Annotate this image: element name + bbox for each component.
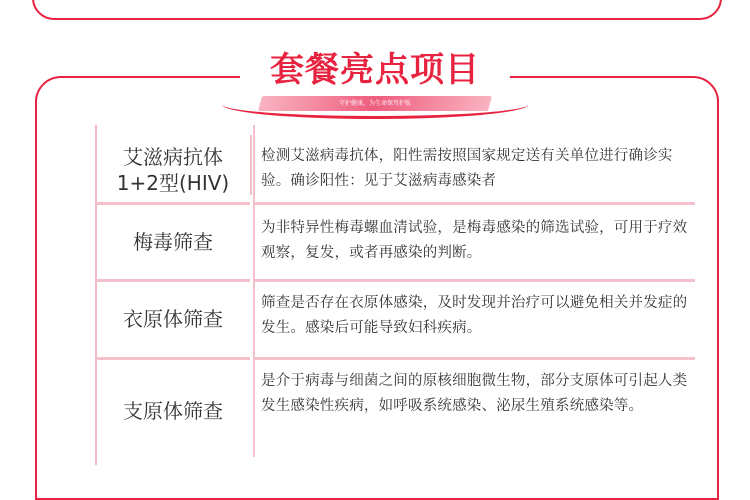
item-name	[95, 144, 251, 196]
column-divider-right	[253, 125, 255, 457]
item-description: 筛查是否存在衣原体感染，及时发现并治疗可以避免相关并发症的发生。感染后可能导致妇科疾病。	[261, 295, 688, 336]
slogan-text: 守护健康，为生命保驾护航	[338, 100, 411, 107]
table-row	[95, 287, 688, 351]
row-divider	[95, 357, 250, 360]
table-row	[95, 365, 688, 457]
previous-card	[32, 0, 722, 20]
section-title: 套餐亮点项目	[270, 50, 480, 90]
row-divider	[255, 279, 695, 282]
table-row	[95, 140, 673, 200]
item-name-line1: 支原体筛查	[123, 399, 223, 423]
row-divider	[95, 279, 250, 282]
row-divider	[255, 202, 695, 205]
item-description: 为非特异性梅毒螺血清试验，是梅毒感染的筛选试验，可用于疗效观察，复发，或者再感染的判断。	[261, 220, 688, 261]
item-name-line1: 梅毒筛查	[133, 230, 213, 254]
table-row	[95, 210, 688, 274]
item-name	[95, 306, 251, 332]
item-name-line1: 艾滋病抗体	[123, 145, 223, 169]
item-name-line2: 1+2型(HIV)	[116, 171, 230, 195]
item-name	[95, 229, 251, 255]
item-name	[95, 398, 251, 424]
item-description: 是介于病毒与细菌之间的原核细胞微生物，部分支原体可引起人类发生感染性疾病，如呼吸系统感染、泌尿生殖系统感染等。	[261, 373, 688, 414]
row-divider	[255, 357, 695, 360]
row-divider	[95, 202, 250, 205]
item-name-line1: 衣原体筛查	[123, 307, 223, 331]
item-description: 检测艾滋病毒抗体，阳性需按照国家规定送有关单位进行确诊实验。确诊阳性：见于艾滋病毒感染者	[261, 148, 673, 189]
